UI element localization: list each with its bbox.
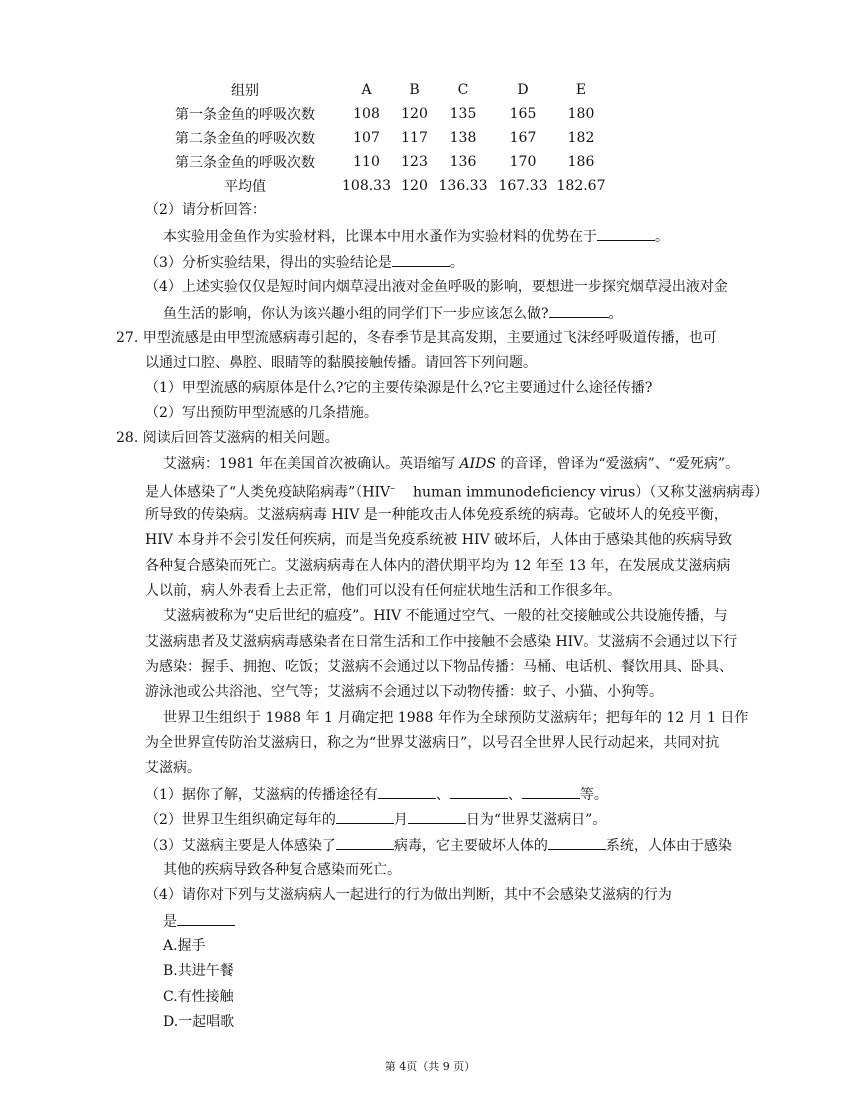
aids-abbreviation: AIDS — [459, 456, 496, 472]
answer-blank[interactable] — [548, 833, 606, 850]
table-cell: 182.67 — [556, 178, 606, 194]
q28-sub3-line1 — [145, 833, 732, 857]
q28-p3-line3: 艾滋病。 — [145, 760, 201, 776]
answer-blank[interactable] — [522, 782, 580, 799]
table-row — [155, 126, 611, 150]
text-segment: 月 — [393, 812, 408, 828]
q28-sub4-prompt: 是 — [163, 914, 177, 930]
option-c: C.有性接触 — [163, 989, 234, 1005]
superscript-dash: – — [390, 483, 396, 494]
q26-part4-line1: （4）上述实验仅仅是短时间内烟草浸出液对金鱼呼吸的影响，要想进一步探究烟草浸出液对金 — [145, 279, 728, 295]
q28-sub4-line1: （4）请你对下列与艾滋病病人一起进行的行为做出判断，其中不会感染艾滋病的行为 — [145, 887, 672, 903]
answer-blank[interactable] — [336, 833, 394, 850]
table-cell: 180 — [567, 106, 595, 122]
q28-sub3-prompt: （3）艾滋病主要是人体感染了 — [145, 838, 336, 854]
option-d: D.一起唱歌 — [163, 1014, 235, 1030]
q28-p1-line6: 人以前，病人外表看上去正常，他们可以没有任何症状地生活和工作很多年。 — [145, 583, 621, 599]
table-cell: 第二条金鱼的呼吸次数 — [175, 131, 315, 147]
q26-part4-line2 — [163, 301, 623, 325]
answer-blank[interactable] — [177, 909, 235, 926]
q28-p1-line4: HIV 本身并不会引发任何疾病，而是当免疫系统被 HIV 破坏后，人体由于感染其他的疾病导致 — [145, 532, 733, 548]
table-cell: 182 — [567, 130, 595, 146]
page-footer: 第 4页（共 9 页） — [384, 1060, 476, 1073]
table-cell: 108 — [353, 106, 380, 122]
text-segment: 是人体感染了“人类免疫缺陷病毒”（HIV — [145, 484, 391, 501]
q28-p1-line2 — [145, 477, 768, 501]
text-segment: 日为“世界艾滋病日”。 — [465, 812, 607, 828]
table-cell: 167 — [509, 130, 537, 146]
table-cell: 136 — [449, 154, 477, 170]
period: 。 — [608, 306, 623, 322]
table-header-row — [155, 78, 611, 102]
q28-intro: 28. 阅读后回答艾滋病的相关问题。 — [116, 430, 339, 446]
q28-p2-line1: 艾滋病被称为“史后世纪的瘟疫”。HIV 不能通过空气、一般的社交接触或公共设施传播，与 — [163, 608, 728, 624]
table-header-cell: B — [409, 82, 420, 98]
q28-p2-line3: 为感染：握手、拥抱、吃饭；艾滋病不会通过以下物品传播：马桶、电话机、餐饮用具、卧具、 — [145, 659, 733, 675]
text-segment: 病毒，它主要破坏人体的 — [393, 838, 548, 854]
table-cell: 108.33 — [342, 178, 391, 194]
q28-p3-line2: 为全世界宣传防治艾滋病日，称之为“世界艾滋病日”，以号召全世界人民行动起来，共同对抗 — [145, 735, 720, 751]
table-cell: 123 — [401, 154, 428, 170]
table-cell: 170 — [509, 154, 537, 170]
table-cell: 120 — [401, 106, 428, 122]
table-header-cell: C — [457, 82, 469, 98]
period: 。 — [449, 255, 464, 271]
option-a: A.握手 — [163, 938, 206, 954]
table-cell: 平均值 — [224, 179, 266, 195]
q28-sub2-prompt: （2）世界卫生组织确定每年的 — [145, 812, 336, 828]
q26-part2-prompt: 本实验用金鱼作为实验材料，比课本中用水蚤作为实验材料的优势在于 — [163, 229, 597, 245]
table-cell: 117 — [401, 130, 428, 146]
table-cell: 138 — [449, 130, 477, 146]
answer-blank[interactable] — [408, 807, 466, 824]
table-cell: 107 — [353, 130, 380, 146]
text-segment: 系统，人体由于感染 — [605, 838, 732, 854]
table-cell: 136.33 — [438, 178, 488, 194]
table-cell: 第三条金鱼的呼吸次数 — [175, 155, 315, 171]
table-row-average — [155, 174, 611, 198]
table-cell: 135 — [449, 106, 477, 122]
table-row — [155, 150, 611, 174]
q28-p1-line5: 各种复合感染而死亡。艾滋病病毒在人体内的潜伏期平均为 12 年至 13 年，在发展成艾滋病病 — [145, 558, 731, 574]
q27-line1: 27. 甲型流感是由甲型流感病毒引起的，冬春季节是其高发期，主要通过飞沫经呼吸道传播，也可 — [116, 330, 717, 346]
text-segment: 艾滋病：1981 年在美国首次被确认。英语缩写 — [163, 456, 460, 472]
table-header-cell: E — [575, 82, 587, 98]
table-cell: 第一条金鱼的呼吸次数 — [175, 107, 315, 123]
q27-sub1: （1）甲型流感的病原体是什么?它的主要传染源是什么?它主要通过什么途径传播? — [145, 380, 653, 396]
goldfish-breathing-table — [155, 78, 611, 198]
table-header-cell: D — [517, 82, 529, 98]
q26-part4-prompt: 鱼生活的影响，你认为该兴趣小组的同学们下一步应该怎么做? — [163, 306, 549, 322]
q26-part2-title: （2）请分析回答： — [145, 202, 266, 218]
q28-p3-line1: 世界卫生组织于 1988 年 1 月确定把 1988 年作为全球预防艾滋病年；把每年的 12 月 1 日作 — [163, 710, 749, 726]
q28-p1-line3: 所导致的传染病。艾滋病病毒 HIV 是一种能攻击人体免疫系统的病毒。它破坏人的免疫平衡， — [145, 507, 728, 523]
q28-p2-line2: 艾滋病患者及艾滋病病毒感染者在日常生活和工作中接触不会感染 HIV。艾滋病不会通过以下行 — [145, 634, 738, 650]
q26-part2-text — [163, 224, 669, 248]
q28-sub3-line2: 其他的疾病导致各种复合感染而死亡。 — [163, 862, 401, 878]
q28-sub2 — [145, 807, 606, 831]
period: 。 — [655, 229, 669, 245]
answer-blank[interactable] — [450, 782, 508, 799]
answer-blank[interactable] — [336, 807, 394, 824]
q28-sub1-prompt: （1）据你了解，艾滋病的传播途径有 — [145, 787, 378, 803]
answer-blank[interactable] — [378, 782, 436, 799]
q26-part3 — [145, 250, 464, 274]
q28-sub1 — [145, 782, 608, 806]
text-segment: human immunodeficiency virus）（又称艾滋病病毒） — [395, 484, 769, 501]
table-header-cell: 组别 — [231, 83, 259, 99]
text-segment: 等。 — [579, 787, 608, 803]
separator: 、 — [435, 787, 450, 803]
answer-blank[interactable] — [392, 250, 450, 267]
q27-sub2: （2）写出预防甲型流感的几条措施。 — [145, 405, 378, 421]
table-cell: 110 — [353, 154, 380, 170]
table-cell: 186 — [567, 154, 595, 170]
table-header-cell: A — [361, 82, 372, 98]
text-segment: 的音译，曾译为“爱滋病”、“爱死病”。 — [496, 456, 740, 472]
table-cell: 167.33 — [498, 178, 548, 194]
table-cell: 165 — [509, 106, 537, 122]
table-row — [155, 102, 611, 126]
q28-p2-line4: 游泳池或公共浴池、空气等；艾滋病不会通过以下动物传播：蚊子、小猫、小狗等。 — [145, 684, 663, 700]
q26-part3-prompt: （3）分析实验结果，得出的实验结论是 — [145, 255, 392, 271]
q28-sub4-line2 — [163, 909, 235, 933]
answer-blank[interactable] — [597, 224, 655, 241]
option-b: B.共进午餐 — [163, 963, 234, 979]
q28-p1-line1 — [163, 452, 739, 476]
answer-blank[interactable] — [549, 301, 609, 318]
table-cell: 120 — [401, 178, 428, 194]
separator: 、 — [507, 787, 522, 803]
q27-line2: 以通过口腔、鼻腔、眼睛等的黏膜接触传播。请回答下列问题。 — [145, 355, 537, 371]
